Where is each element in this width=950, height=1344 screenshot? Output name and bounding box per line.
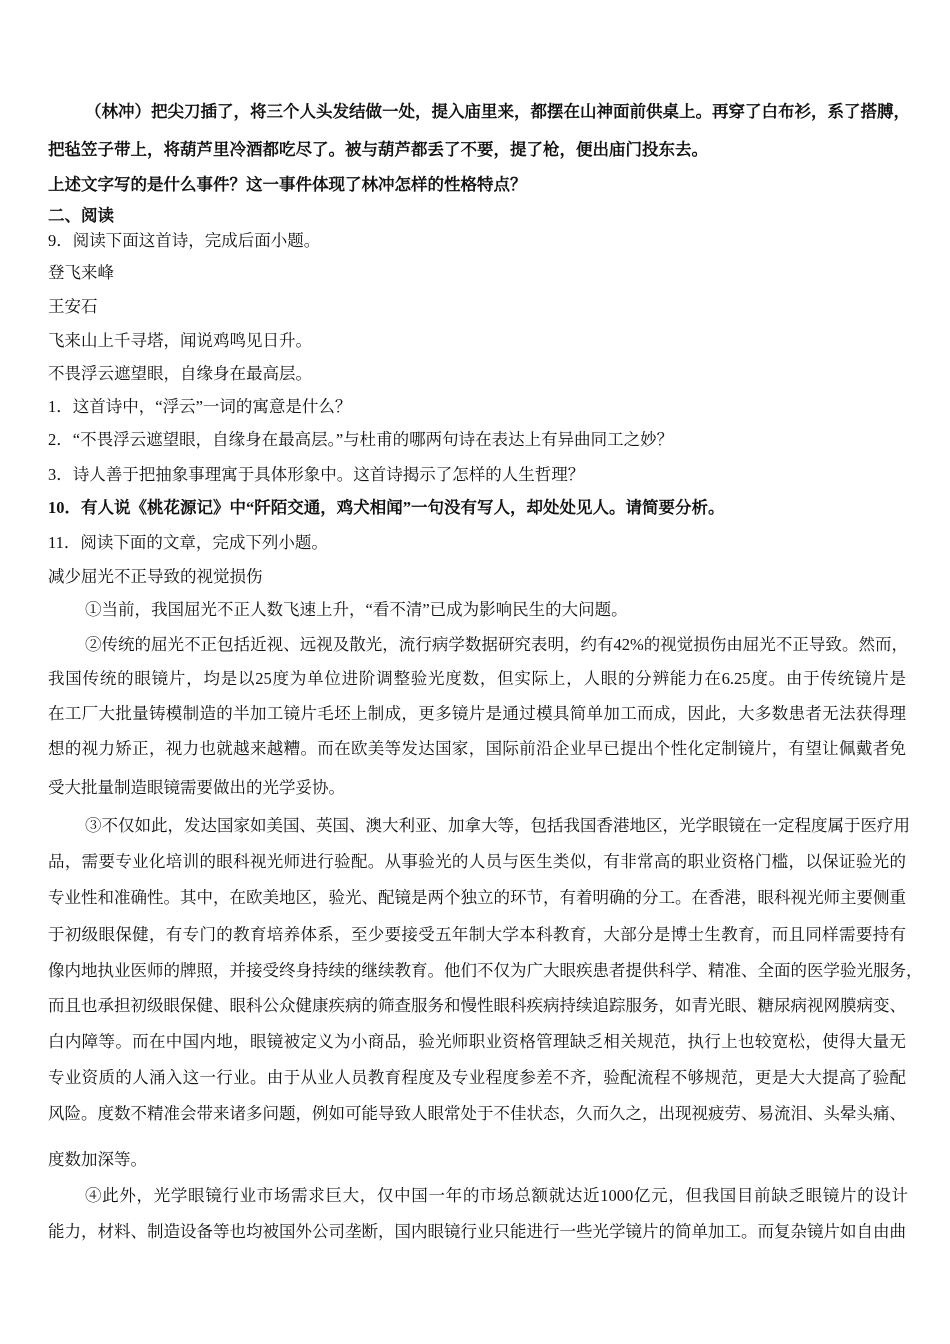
poem-title: 登飞来峰 (48, 263, 114, 282)
paragraph-3-line: 专业资质的人涌入这一行业。由于从业人员教育程度及专业程度参差不齐，验配流程不够规范，更是大大提高了验配 (48, 1068, 906, 1087)
paragraph-4-line: ④此外，光学眼镜行业市场需求巨大，仅中国一年的市场总额就达近1000亿元，但我国目前缺乏眼镜片的设计 (85, 1186, 908, 1205)
paragraph-2-line: 受大批量制造眼镜需要做出的光学妥协。 (48, 778, 345, 797)
article-title: 减少屈光不正导致的视觉损伤 (48, 567, 263, 586)
question-11-prompt: 11．阅读下面的文章，完成下列小题。 (48, 533, 328, 552)
sub-question: 1．这首诗中，“浮云”一词的寓意是什么？ (48, 397, 352, 416)
paragraph-3-line: ③不仅如此，发达国家如美国、英国、澳大利亚、加拿大等，包括我国香港地区，光学眼镜在一定程度属于医疗用 (85, 816, 910, 835)
paragraph-1-line: ①当前，我国屈光不正人数飞速上升，“看不清”已成为影响民生的大问题。 (85, 600, 628, 619)
sub-question: 3．诗人善于把抽象事理寓于具体形象中。这首诗揭示了怎样的人生哲理？ (48, 465, 585, 484)
poem-line: 飞来山上千寻塔，闻说鸡鸣见日升。 (48, 331, 312, 350)
paragraph-3-line: 风险。度数不精准会带来诸多问题，例如可能导致人眼常处于不佳状态，久而久之，出现视疲劳、易流泪、头晕头痛、 (48, 1104, 906, 1123)
section-heading: 二、阅读 (48, 206, 114, 225)
poem-author: 王安石 (48, 297, 98, 316)
paragraph-3-line: 像内地执业医师的牌照，并接受终身持续的继续教育。他们不仅为广大眼疾患者提供科学、精准、全面的医学验光服务， (48, 961, 923, 980)
question-8: 上述文字写的是什么事件？这一事件体现了林冲怎样的性格特点？ (48, 175, 527, 194)
paragraph-2-line: 想的视力矫正，视力也就越来越糟。而在欧美等发达国家，国际前沿企业早已提出个性化定制镜片，有望让佩戴者免 (48, 739, 906, 758)
paragraph-3-line: 专业性和准确性。其中，在欧美地区，验光、配镜是两个独立的环节，有着明确的分工。在香港，眼科视光师主要侧重 (48, 888, 906, 907)
paragraph-3-line: 于初级眼保健，有专门的教育培养体系，至少要接受五年制大学本科教育，大部分是博士生教育，而且同样需要持有 (48, 925, 906, 944)
paragraph-3-line: 品，需要专业化培训的眼科视光师进行验配。从事验光的人员与医生类似，有非常高的职业资格门槛，以保证验光的 (48, 852, 906, 871)
paragraph-3-line: 度数加深等。 (48, 1150, 147, 1169)
paragraph-2-line: ②传统的屈光不正包括近视、远视及散光，流行病学数据研究表明，约有42%的视觉损伤由屈光不正导致。然而， (85, 635, 908, 654)
question-10: 10．有人说《桃花源记》中“阡陌交通，鸡犬相闻”一句没有写人，却处处见人。请简要分析。 (48, 498, 725, 517)
paragraph-4-line: 能力，材料、制造设备等也均被国外公司垄断，国内眼镜行业只能进行一些光学镜片的简单加工。而复杂镜片如自由曲 (48, 1222, 906, 1241)
poem-line: 不畏浮云遮望眼，自缘身在最高层。 (48, 364, 312, 383)
question-9-prompt: 9．阅读下面这首诗，完成后面小题。 (48, 231, 321, 250)
paragraph-2-line: 我国传统的眼镜片，均是以25度为单位进阶调整验光度数，但实际上，人眼的分辨能力在6.25度。由于传统镜片是 (48, 669, 906, 688)
passage-line: （林冲）把尖刀插了，将三个人头发结做一处，提入庙里来，都摆在山神面前供桌上。再穿了白布衫，系了搭膊， (85, 102, 910, 121)
paragraph-3-line: 而且也承担初级眼保健、眼科公众健康疾病的筛查服务和慢性眼科疾病持续追踪服务，如青光眼、糖尿病视网膜病变、 (48, 996, 906, 1015)
passage-line: 把毡笠子带上，将葫芦里冷酒都吃尽了。被与葫芦都丢了不要，提了枪，便出庙门投东去。 (48, 140, 708, 159)
sub-question: 2．“不畏浮云遮望眼，自缘身在最高层。”与杜甫的哪两句诗在表达上有异曲同工之妙？ (48, 430, 674, 449)
paragraph-3-line: 白内障等。而在中国内地，眼镜被定义为小商品，验光师职业资格管理缺乏相关规范，执行上也较宽松，使得大量无 (48, 1032, 906, 1051)
paragraph-2-line: 在工厂大批量铸模制造的半加工镜片毛坯上制成，更多镜片是通过模具简单加工而成，因此，大多数患者无法获得理 (48, 704, 906, 723)
